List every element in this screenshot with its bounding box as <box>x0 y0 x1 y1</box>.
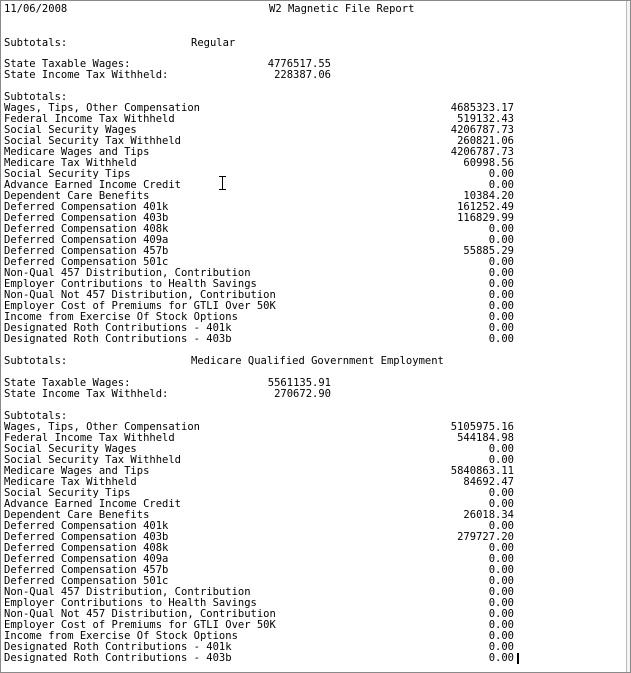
section-subtotals-label: Subtotals: <box>4 37 68 49</box>
row-value: 0.00 <box>488 542 514 554</box>
row-value: 0.00 <box>488 608 514 620</box>
row-label: Medicare Wages and Tips <box>4 146 150 158</box>
row-label: Non-Qual Not 457 Distribution, Contribution <box>4 289 276 301</box>
row-value: 4206787.73 <box>450 146 514 158</box>
row-label: Non-Qual 457 Distribution, Contribution <box>4 267 251 279</box>
section-name: Regular <box>191 37 236 49</box>
row-label: Deferred Compensation 403b <box>4 531 169 543</box>
row-label: Social Security Tax Withheld <box>4 454 182 466</box>
row-label: Deferred Compensation 408k <box>4 542 169 554</box>
row-value: 0.00 <box>488 443 514 455</box>
row-value: 0.00 <box>488 289 514 301</box>
state-income-tax-label: State Income Tax Withheld: <box>4 69 169 81</box>
row-value: 116829.99 <box>457 212 514 224</box>
row-value: 5840863.11 <box>450 465 514 477</box>
row-value: 0.00 <box>488 630 514 642</box>
row-label: Employer Cost of Premiums for GTLI Over 50K <box>4 300 276 312</box>
row-label: Deferred Compensation 401k <box>4 520 169 532</box>
row-label: Employer Contributions to Health Savings <box>4 278 257 290</box>
row-value: 0.00 <box>488 652 514 664</box>
row-label: Deferred Compensation 403b <box>4 212 169 224</box>
row-label: Dependent Care Benefits <box>4 509 150 521</box>
row-value: 0.00 <box>488 553 514 565</box>
row-label: Social Security Tax Withheld <box>4 135 182 147</box>
row-value: 84692.47 <box>463 476 514 488</box>
row-value: 279727.20 <box>457 531 514 543</box>
row-value: 0.00 <box>488 498 514 510</box>
vertical-scrollbar[interactable] <box>626 1 630 672</box>
row-label: Social Security Wages <box>4 443 137 455</box>
row-value: 0.00 <box>488 487 514 499</box>
row-label: Medicare Wages and Tips <box>4 465 150 477</box>
row-value: 0.00 <box>488 454 514 466</box>
row-label: Income from Exercise Of Stock Options <box>4 630 238 642</box>
row-value: 26018.34 <box>463 509 514 521</box>
row-value: 0.00 <box>488 564 514 576</box>
row-value: 0.00 <box>488 311 514 323</box>
row-value: 544184.98 <box>457 432 514 444</box>
row-value: 0.00 <box>488 300 514 312</box>
row-value: 0.00 <box>488 223 514 235</box>
row-value: 0.00 <box>488 267 514 279</box>
state-taxable-wages-value: 4776517.55 <box>267 58 331 70</box>
row-label: Non-Qual 457 Distribution, Contribution <box>4 586 251 598</box>
state-taxable-wages-label: State Taxable Wages: <box>4 58 131 70</box>
row-value: 4206787.73 <box>450 124 514 136</box>
state-taxable-wages-value: 5561135.91 <box>267 377 331 389</box>
row-label: Federal Income Tax Withheld <box>4 432 175 444</box>
row-label: Deferred Compensation 501c <box>4 575 169 587</box>
row-value: 10384.20 <box>463 190 514 202</box>
row-label: Dependent Care Benefits <box>4 190 150 202</box>
row-label: Employer Contributions to Health Savings <box>4 597 257 609</box>
row-value: 0.00 <box>488 234 514 246</box>
detail-subtotals-label: Subtotals: <box>4 91 68 103</box>
row-label: Deferred Compensation 401k <box>4 201 169 213</box>
text-cursor-icon <box>219 176 226 190</box>
row-label: Designated Roth Contributions - 403b <box>4 333 232 345</box>
row-value: 519132.43 <box>457 113 514 125</box>
report-title: W2 Magnetic File Report <box>269 3 415 15</box>
section-subtotals-label: Subtotals: <box>4 355 68 367</box>
row-value: 0.00 <box>488 168 514 180</box>
row-label: Federal Income Tax Withheld <box>4 113 175 125</box>
row-label: Wages, Tips, Other Compensation <box>4 102 200 114</box>
row-value: 0.00 <box>488 333 514 345</box>
row-label: Deferred Compensation 409a <box>4 234 169 246</box>
row-value: 0.00 <box>488 641 514 653</box>
row-label: Non-Qual Not 457 Distribution, Contribution <box>4 608 276 620</box>
state-income-tax-value: 228387.06 <box>274 69 331 81</box>
row-label: Medicare Tax Withheld <box>4 157 137 169</box>
row-label: Deferred Compensation 501c <box>4 256 169 268</box>
row-label: Advance Earned Income Credit <box>4 498 182 510</box>
state-taxable-wages-label: State Taxable Wages: <box>4 377 131 389</box>
row-value: 0.00 <box>488 322 514 334</box>
row-label: Social Security Wages <box>4 124 137 136</box>
state-income-tax-label: State Income Tax Withheld: <box>4 388 169 400</box>
detail-subtotals-label: Subtotals: <box>4 410 68 422</box>
row-value: 60998.56 <box>463 157 514 169</box>
text-caret <box>517 653 519 664</box>
row-label: Deferred Compensation 409a <box>4 553 169 565</box>
report-date: 11/06/2008 <box>4 3 68 15</box>
row-label: Employer Cost of Premiums for GTLI Over 50K <box>4 619 276 631</box>
row-value: 0.00 <box>488 575 514 587</box>
row-value: 5105975.16 <box>450 421 514 433</box>
row-label: Income from Exercise Of Stock Options <box>4 311 238 323</box>
row-value: 0.00 <box>488 619 514 631</box>
row-value: 0.00 <box>488 256 514 268</box>
row-value: 0.00 <box>488 586 514 598</box>
row-value: 260821.06 <box>457 135 514 147</box>
row-label: Designated Roth Contributions - 401k <box>4 322 232 334</box>
row-label: Deferred Compensation 457b <box>4 245 169 257</box>
row-value: 0.00 <box>488 278 514 290</box>
row-label: Wages, Tips, Other Compensation <box>4 421 200 433</box>
row-label: Deferred Compensation 408k <box>4 223 169 235</box>
row-label: Medicare Tax Withheld <box>4 476 137 488</box>
row-value: 0.00 <box>488 520 514 532</box>
row-label: Advance Earned Income Credit <box>4 179 182 191</box>
row-value: 161252.49 <box>457 201 514 213</box>
row-value: 55885.29 <box>463 245 514 257</box>
row-label: Designated Roth Contributions - 403b <box>4 652 232 664</box>
row-value: 0.00 <box>488 597 514 609</box>
row-value: 4685323.17 <box>450 102 514 114</box>
row-label: Social Security Tips <box>4 487 131 499</box>
section-name: Medicare Qualified Government Employment <box>191 355 444 367</box>
row-label: Social Security Tips <box>4 168 131 180</box>
row-label: Deferred Compensation 457b <box>4 564 169 576</box>
row-label: Designated Roth Contributions - 401k <box>4 641 232 653</box>
row-value: 0.00 <box>488 179 514 191</box>
state-income-tax-value: 270672.90 <box>274 388 331 400</box>
